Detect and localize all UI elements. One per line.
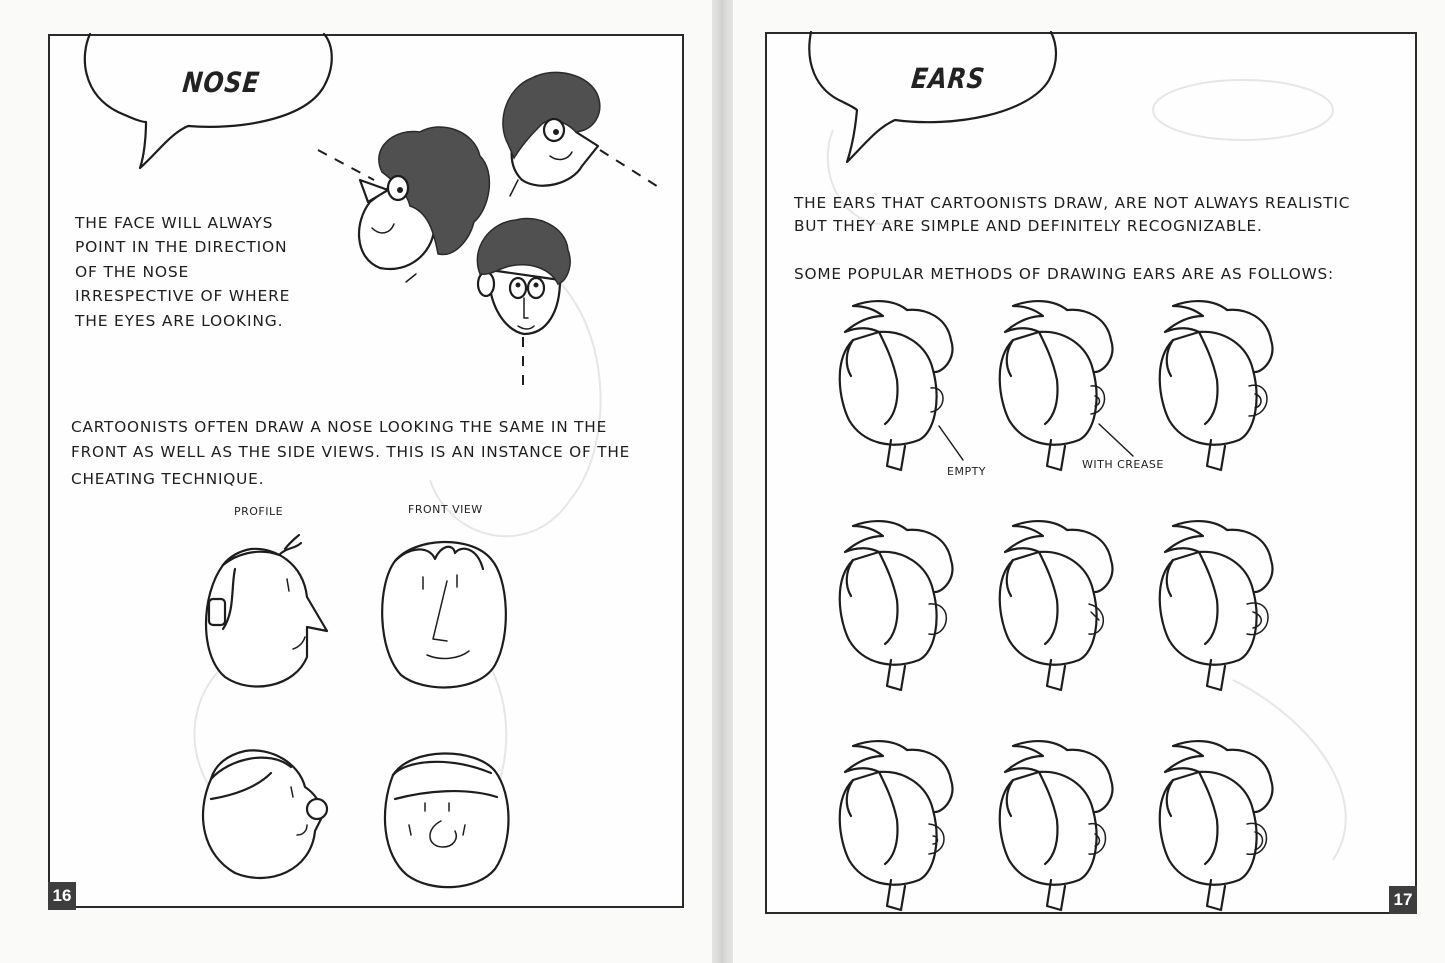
page-number: 16	[48, 882, 76, 910]
ear-head-drawing	[1160, 301, 1273, 470]
right-page	[733, 0, 1445, 963]
ear-head-drawing	[1160, 741, 1273, 910]
ears-methods-illustration	[823, 300, 1363, 890]
ears-methods-line: SOME POPULAR METHODS OF DRAWING EARS ARE AS FOLLOWS:	[794, 265, 1334, 283]
page-number: 17	[1389, 886, 1417, 914]
head-looking-up	[477, 218, 570, 334]
ear-head-drawing	[1000, 521, 1113, 690]
profile-label: PROFILE	[234, 505, 284, 518]
front-head-pointed-nose	[382, 542, 506, 687]
head-looking-left	[359, 127, 489, 282]
ears-intro-line: BUT THEY ARE SIMPLE AND DEFINITELY RECOGNIZABLE.	[794, 217, 1263, 235]
cheating-paragraph-line: CHEATING TECHNIQUE.	[71, 470, 265, 488]
nose-direction-illustration	[310, 62, 670, 392]
title-speech-bubble	[78, 34, 348, 174]
head-looking-right	[503, 72, 600, 196]
cheating-technique-illustration	[195, 525, 525, 895]
nose-intro-line: IRRESPECTIVE OF WHERE	[75, 287, 291, 305]
ear-head-drawing	[1000, 741, 1113, 910]
front-view-label: FRONT VIEW	[408, 503, 483, 516]
ear-head-drawing	[1000, 301, 1113, 470]
crease-pointer-line	[1099, 424, 1133, 456]
nose-intro-line: THE FACE WILL ALWAYS	[75, 214, 274, 232]
nose-intro-line: OF THE NOSE	[75, 263, 190, 281]
title-speech-bubble	[803, 32, 1063, 172]
ears-intro-line: THE EARS THAT CARTOONISTS DRAW, ARE NOT ALWAYS REALISTIC	[794, 194, 1351, 212]
profile-head-pointed-nose	[206, 535, 327, 687]
profile-head-round-nose	[203, 750, 327, 878]
empty-label: EMPTY	[947, 465, 987, 478]
with-crease-label: WITH CREASE	[1082, 458, 1164, 471]
cheating-paragraph-line: CARTOONISTS OFTEN DRAW A NOSE LOOKING THE SAME IN THE	[71, 418, 608, 436]
empty-pointer-line	[939, 426, 963, 460]
nose-intro-line: POINT IN THE DIRECTION	[75, 238, 288, 256]
front-head-round-nose	[385, 753, 509, 887]
cheating-paragraph-line: FRONT AS WELL AS THE SIDE VIEWS. THIS IS AN INSTANCE OF THE	[71, 443, 631, 461]
left-page	[0, 0, 712, 963]
ear-head-drawing	[840, 741, 953, 910]
page-title: EARS	[909, 62, 987, 95]
ear-head-drawing	[840, 521, 953, 690]
ear-head-drawing	[840, 301, 953, 470]
ear-head-drawing	[1160, 521, 1273, 690]
page-title: NOSE	[181, 66, 262, 99]
nose-intro-line: THE EYES ARE LOOKING.	[75, 312, 284, 330]
